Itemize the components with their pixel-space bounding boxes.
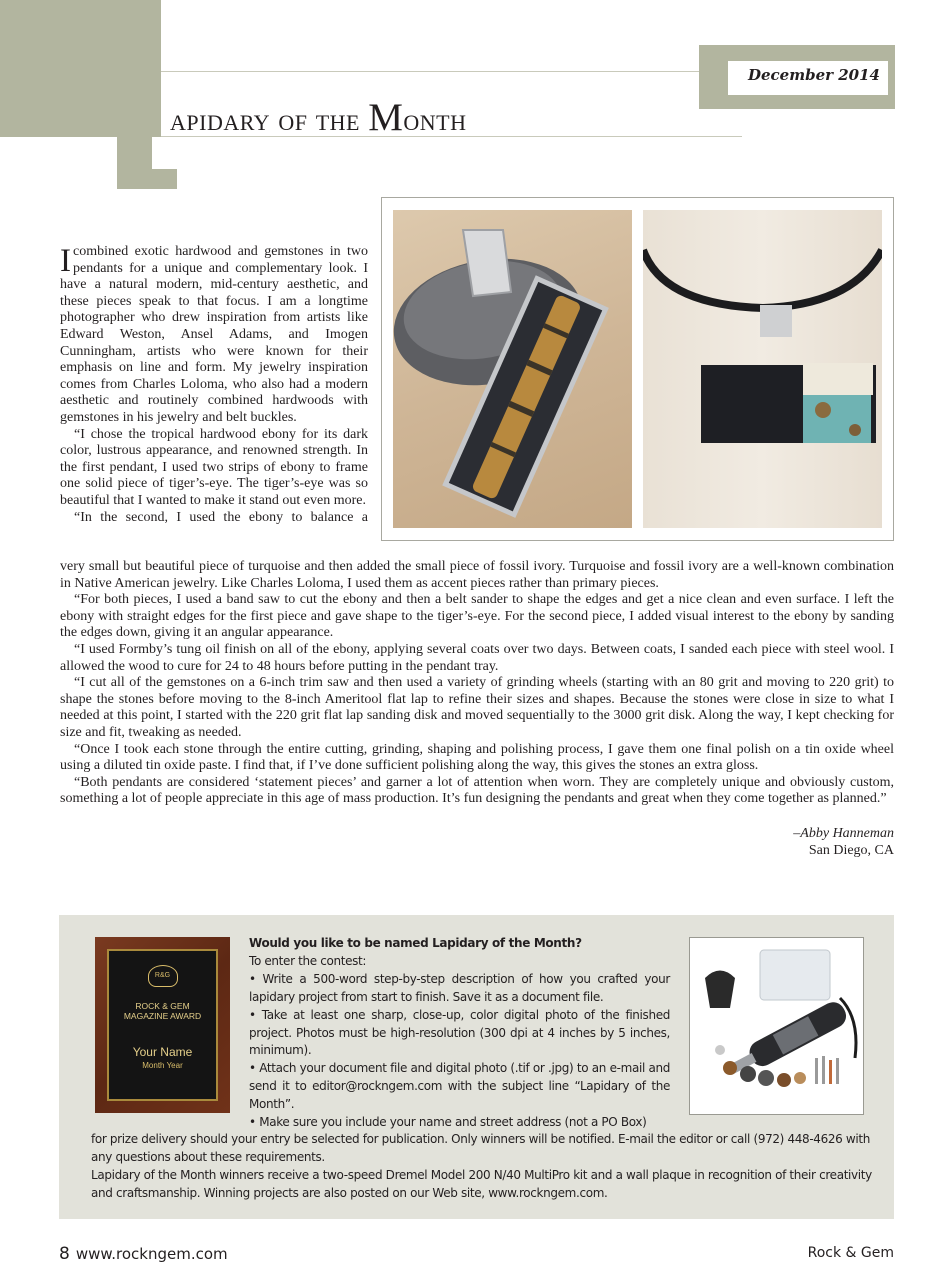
plaque-logo: R&G [148,965,178,987]
turquoise-pendant-photo [643,210,882,528]
contest-bullet-4-start: • Make sure you include your name and street address (not a PO Box) [249,1115,647,1130]
article-paragraph-3-end: very small but beautiful piece of turquoise and then added the small piece of fossil ivory. Turquoise and fossil ivory are a well-known combination in Native American jewelry. Like Charles Loloma, I used them as accent pieces rather than primary pieces. [60,559,894,591]
article-paragraph-1: Icombined exotic hardwood and gemstones in two pendants for a unique and complementary look. I have a natural modern, mid-century aesthetic, and these pieces speak to that focus. I am a longtime photographer who drew inspiration from artists like Edward Weston, Ansel Adams, and Imogen Cunningham, artists who were known for their emphasis on line and form. My jewelry inspiration comes from Charles Loloma, who also had a modern aesthetic and routinely combined hardwoods with gemstones in his jewelry and belt buckles. [60,243,368,425]
drop-cap: I [60,243,71,279]
plaque-award-line1: ROCK & GEM [135,1001,190,1011]
tigers-eye-pendant-photo [393,210,632,528]
contest-prize: Lapidary of the Month winners receive a two-speed Dremel Model 200 N/40 MultiPro kit and a wall plaque in recognition of their creativity and craftsmanship. Winning projects are also posted on our Web site, www.rockngem.com. [91,1167,872,1200]
title-part1: apidary of the [170,102,369,137]
award-plaque-image [95,937,230,1113]
contest-question: Would you like to be named Lapidary of the Month? [249,936,582,950]
article-column-narrow [60,244,368,526]
author-signature [793,825,894,859]
plaque-name: Your Name [132,1045,193,1059]
contest-bullet-1: • Write a 500-word step-by-step description of how you crafted your lapidary project from start to finish. Save it as a document file. [249,971,670,1004]
issue-date: December 2014 [728,61,888,95]
plaque-award-line2: MAGAZINE AWARD [123,1011,202,1021]
article-paragraph-2: “I chose the tropical hardwood ebony for its dark color, lustrous appearance, and renowned strength. In the first pendant, I used two strips of ebony to frame one solid piece of tiger’s-eye. The tiger’s-eye was so beautiful that I wanted to make it stand out even more. [60,426,368,508]
turquoise-pendant-image [643,210,882,528]
article-column-wide [60,559,894,808]
footer-magazine-name: Rock & Gem [807,1245,894,1261]
article-paragraph-5: “I used Formby’s tung oil finish on all of the ebony, applying several coats over two days. Between coats, I sanded each piece with steel wool. I allowed the wood to cure for 24 to 48 hours before putting in the pendant tray. [60,641,894,674]
page-title [170,95,467,140]
contest-bullet-4-end: for prize delivery should your entry be selected for publication. Only winners will be notified. E-mail the editor or call (972) 448-4626 with any questions about these requirements. [91,1132,870,1164]
contest-bullet-3: • Attach your document file and digital photo (.tif or .jpg) to an e-mail and send it to editor@rockngem.com with the subject line “Lapidary of the Month”. [249,1061,670,1112]
article-paragraph-8: “Both pendants are considered ‘statement pieces’ and garner a lot of attention when worn. They are completely unique and obviously custom, something a lot of people appreciate in this age of mass production. It’s fun designing the pendants and great when they come together as planned.” [60,774,894,807]
title-rule-top [161,71,703,72]
title-part2: onth [403,102,467,137]
contest-intro: To enter the contest: [249,953,367,968]
author-name: –Abby Hanneman [793,826,894,841]
page-number: 8 [59,1244,70,1264]
plaque-face [107,949,218,1101]
contest-text-wide [91,1131,875,1203]
article-paragraph-3-start: “In the second, I used the ebony to balance a [74,509,368,525]
contest-text [249,935,670,1132]
footer-website: www.rockngem.com [75,1245,228,1263]
dremel-kit-image [690,938,864,1115]
footer-left [59,1244,228,1264]
tigers-eye-pendant-image [393,210,632,528]
dremel-kit-photo [689,937,864,1115]
article-paragraph-4: “For both pieces, I used a band saw to cut the ebony and then a belt sander to shape the edges and get a nice clean and even surface. I left the ebony with straight edges for the first piece and gave shape to the tiger’s-eye. For the second piece, I added visual interest to the ebony by sanding the edges down, giving it an angular appearance. [60,592,894,641]
article-paragraph-7: “Once I took each stone through the entire cutting, grinding, shaping and polishing process, I gave them one final polish on a tin oxide wheel using a diluted tin oxide paste. I find that, if I’ve done sufficient polishing along the way, this gives the stones an extra gloss. [60,741,894,774]
contest-bullet-2: • Take at least one sharp, close-up, color digital photo of the finished project. Photos must be high-resolution (300 dpi at 4 inches by 5 inches, minimum). [249,1007,670,1058]
author-location: San Diego, CA [808,843,894,858]
article-paragraph-6: “I cut all of the gemstones on a 6-inch trim saw and then used a variety of grinding wheels (starting with an 80 grit and moving to 220 grit) to shape the stones before moving to the 8-inch Ameritool flat lap to refine their sizes and shapes. Because the stones were close in size to what I needed at this point, I started with the 220 grit flat lap sanding disk and moved sequentially to the 3000 grit disk. Along the way, I kept checking for size and fit, tweaking as needed. [60,675,894,740]
plaque-month: Month Year [142,1061,183,1070]
title-cap-m: M [368,96,404,139]
title-initial-letter [117,64,177,189]
